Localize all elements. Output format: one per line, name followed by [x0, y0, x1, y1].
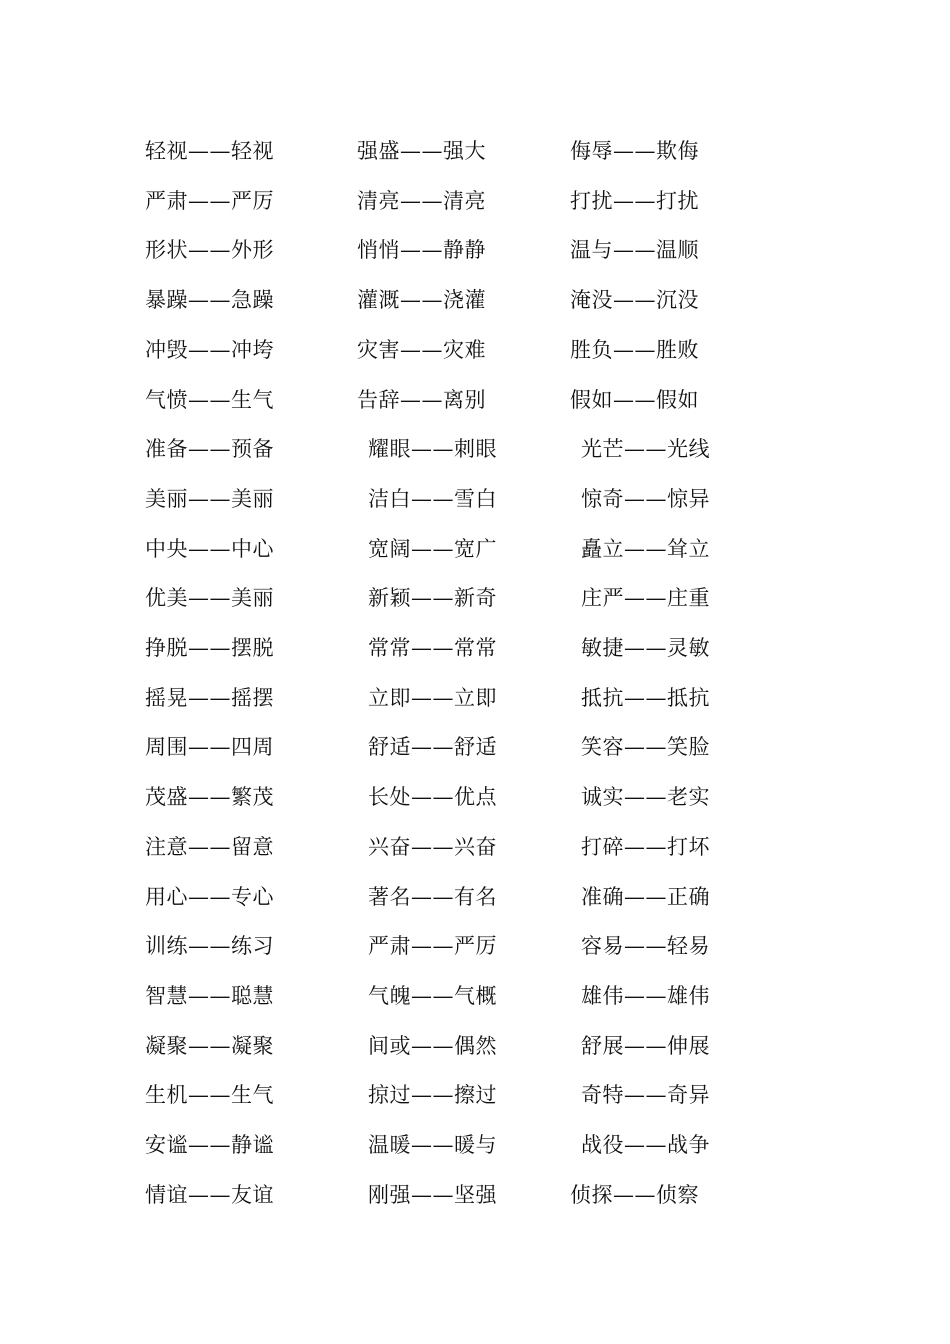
- word-pair: 胜负——胜败: [570, 337, 699, 362]
- word-pair: 挣脱——摆脱: [145, 636, 274, 660]
- word-pair: 敏捷——灵敏: [581, 636, 710, 660]
- word-pair: 容易——轻易: [581, 934, 710, 959]
- word-pair: 笑容——笑脸: [581, 735, 710, 760]
- word-pair: 打扰——打扰: [570, 188, 699, 213]
- word-pair: 著名——有名: [368, 884, 497, 909]
- word-pair: 温与——温顺: [570, 238, 699, 263]
- word-pair: 舒适——舒适: [368, 735, 497, 760]
- word-pair: 间或——偶然: [368, 1033, 497, 1058]
- word-pair: 严肃——严厉: [145, 188, 274, 213]
- word-pair: 气愤——生气: [145, 387, 274, 412]
- word-pair: 训练——练习: [145, 934, 274, 959]
- word-pair: 暴躁——急躁: [145, 288, 274, 313]
- word-pair: 清亮——清亮: [357, 188, 486, 213]
- word-pair: 准备——预备: [145, 437, 274, 462]
- word-pair: 强盛——强大: [357, 139, 486, 163]
- word-pair: 矗立——耸立: [581, 536, 710, 561]
- word-pair: 兴奋——兴奋: [368, 834, 497, 859]
- word-pair: 情谊——友谊: [145, 1182, 274, 1207]
- word-pair: 温暖——暖与: [368, 1133, 497, 1157]
- word-pair: 常常——常常: [368, 636, 497, 660]
- word-pair: 气魄——气概: [368, 983, 497, 1008]
- word-pair: 耀眼——刺眼: [368, 437, 497, 462]
- word-pair: 舒展——伸展: [581, 1033, 710, 1058]
- word-pair: 诚实——老实: [581, 785, 710, 810]
- word-pair: 侮辱——欺侮: [570, 139, 699, 163]
- word-pair: 打碎——打坏: [581, 834, 710, 859]
- word-pair: 严肃——严厉: [368, 934, 497, 959]
- word-pair: 摇晃——摇摆: [145, 685, 274, 710]
- word-pair: 注意——留意: [145, 834, 274, 859]
- word-pair: 轻视——轻视: [145, 139, 274, 163]
- word-pair: 惊奇——惊异: [581, 486, 710, 511]
- word-pair: 奇特——奇异: [581, 1083, 710, 1108]
- word-pair: 庄严——庄重: [581, 586, 710, 611]
- word-pair: 用心——专心: [145, 884, 274, 909]
- word-pair: 抵抗——抵抗: [581, 685, 710, 710]
- word-pair: 准确——正确: [581, 884, 710, 909]
- word-pair: 长处——优点: [368, 785, 497, 810]
- word-pair: 新颖——新奇: [368, 586, 497, 611]
- word-pair: 冲毁——冲垮: [145, 337, 274, 362]
- word-pair: 周围——四周: [145, 735, 274, 760]
- word-pair: 悄悄——静静: [357, 238, 486, 263]
- word-pair: 宽阔——宽广: [368, 536, 497, 561]
- word-pair: 美丽——美丽: [145, 486, 274, 511]
- word-pair: 安谧——静谧: [145, 1133, 274, 1157]
- word-pair: 凝聚——凝聚: [145, 1033, 274, 1058]
- word-pair: 灾害——灾难: [357, 337, 486, 362]
- word-pair: 告辞——离别: [357, 387, 486, 412]
- word-pair: 中央——中心: [145, 536, 274, 561]
- word-pair: 洁白——雪白: [368, 486, 497, 511]
- word-pair: 战役——战争: [581, 1133, 710, 1157]
- word-pair: 形状——外形: [145, 238, 274, 263]
- word-pair: 光芒——光线: [581, 437, 710, 462]
- word-pair: 灌溉——浇灌: [357, 288, 486, 313]
- word-pair: 优美——美丽: [145, 586, 274, 611]
- word-pair: 茂盛——繁茂: [145, 785, 274, 810]
- word-pair: 雄伟——雄伟: [581, 983, 710, 1008]
- word-pair: 生机——生气: [145, 1083, 274, 1108]
- word-pair: 淹没——沉没: [570, 288, 699, 313]
- word-pair: 刚强——坚强: [368, 1182, 497, 1207]
- word-pair: 立即——立即: [368, 685, 497, 710]
- word-pair: 智慧——聪慧: [145, 983, 274, 1008]
- word-pair: 侦探——侦察: [570, 1182, 699, 1207]
- word-pair: 掠过——擦过: [368, 1083, 497, 1108]
- word-pair: 假如——假如: [570, 387, 699, 412]
